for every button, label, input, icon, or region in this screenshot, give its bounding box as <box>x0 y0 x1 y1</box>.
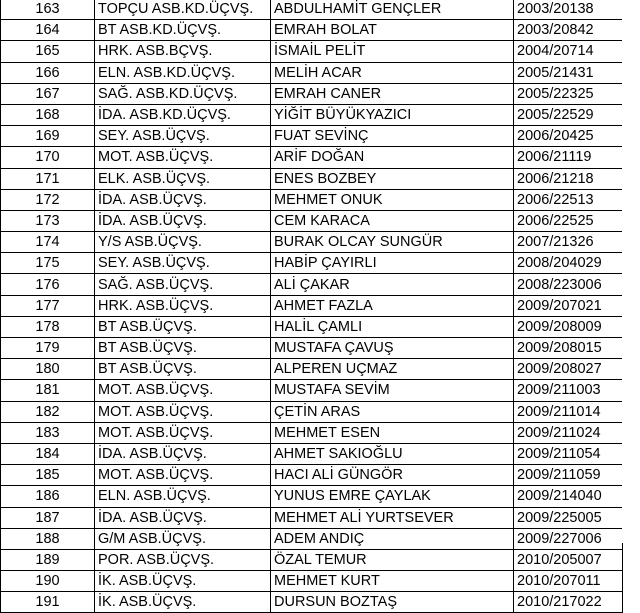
registry-number-cell: 2009/211003 <box>514 380 623 401</box>
registry-number-cell: 2009/211014 <box>514 401 623 422</box>
table-row <box>1 41 623 62</box>
unit-cell: Y/S ASB.ÜÇVŞ. <box>95 232 271 253</box>
table-row <box>1 189 623 210</box>
person-name-cell: MEHMET ESEN <box>271 422 514 443</box>
unit-cell: SAĞ. ASB.ÜÇVŞ. <box>95 274 271 295</box>
unit-cell: MOT. ASB.ÜÇVŞ. <box>95 401 271 422</box>
registry-number-cell: 2003/20138 <box>514 0 623 20</box>
person-name-cell: ÇETİN ARAS <box>271 401 514 422</box>
row-number-cell: 173 <box>1 210 95 231</box>
registry-number-cell: 2006/20425 <box>514 126 623 147</box>
person-name-cell: MEHMET KURT <box>271 571 514 592</box>
unit-cell: MOT. ASB.ÜÇVŞ. <box>95 380 271 401</box>
person-name-cell: MUSTAFA SEVİM <box>271 380 514 401</box>
person-name-cell: EMRAH BOLAT <box>271 20 514 41</box>
table-row <box>1 401 623 422</box>
registry-number-cell: 2009/207021 <box>514 295 623 316</box>
unit-cell: MOT. ASB.ÜÇVŞ. <box>95 465 271 486</box>
registry-number-cell: 2009/208015 <box>514 338 623 359</box>
registry-number-cell: 2010/217022 <box>514 592 623 613</box>
unit-cell: G/M ASB.ÜÇVŞ. <box>95 528 271 549</box>
table-row <box>1 359 623 380</box>
row-number-cell: 167 <box>1 83 95 104</box>
person-name-cell: MUSTAFA ÇAVUŞ <box>271 338 514 359</box>
table-row <box>1 380 623 401</box>
row-number-cell: 174 <box>1 232 95 253</box>
table-row <box>1 443 623 464</box>
person-name-cell: EMRAH CANER <box>271 83 514 104</box>
person-name-cell: DURSUN BOZTAŞ <box>271 592 514 613</box>
person-name-cell: ARİF DOĞAN <box>271 147 514 168</box>
person-name-cell: BURAK OLCAY SUNGÜR <box>271 232 514 253</box>
unit-cell: İDA. ASB.ÜÇVŞ. <box>95 210 271 231</box>
registry-number-cell: 2006/22525 <box>514 210 623 231</box>
person-name-cell: ALİ ÇAKAR <box>271 274 514 295</box>
row-number-cell: 188 <box>1 528 95 549</box>
table-row <box>1 507 623 528</box>
table-row <box>1 422 623 443</box>
row-number-cell: 169 <box>1 126 95 147</box>
registry-number-cell: 2009/211024 <box>514 422 623 443</box>
row-number-cell: 172 <box>1 189 95 210</box>
registry-number-cell: 2003/20842 <box>514 20 623 41</box>
registry-number-cell: 2008/204029 <box>514 253 623 274</box>
row-number-cell: 191 <box>1 592 95 613</box>
person-name-cell: CEM KARACA <box>271 210 514 231</box>
registry-number-cell: 2009/211059 <box>514 465 623 486</box>
registry-number-cell: 2004/20714 <box>514 41 623 62</box>
row-number-cell: 179 <box>1 338 95 359</box>
unit-cell: İDA. ASB.ÜÇVŞ. <box>95 189 271 210</box>
registry-number-cell: 2009/227006 <box>514 528 623 549</box>
registry-number-cell: 2010/207011 <box>514 571 623 592</box>
row-number-cell: 189 <box>1 549 95 570</box>
registry-number-cell: 2007/21326 <box>514 232 623 253</box>
registry-number-cell: 2006/22513 <box>514 189 623 210</box>
person-name-cell: AHMET SAKIOĞLU <box>271 443 514 464</box>
row-number-cell: 183 <box>1 422 95 443</box>
registry-number-cell: 2005/21431 <box>514 62 623 83</box>
table-row <box>1 83 623 104</box>
registry-number-cell: 2008/223006 <box>514 274 623 295</box>
unit-cell: HRK. ASB.ÜÇVŞ. <box>95 295 271 316</box>
person-name-cell: YİĞİT BÜYÜKYAZICI <box>271 104 514 125</box>
row-number-cell: 177 <box>1 295 95 316</box>
table-row <box>1 210 623 231</box>
table-row <box>1 104 623 125</box>
table-row <box>1 126 623 147</box>
registry-number-cell: 2006/21119 <box>514 147 623 168</box>
table-row <box>1 232 623 253</box>
person-name-cell: MEHMET ONUK <box>271 189 514 210</box>
table-row <box>1 316 623 337</box>
unit-cell: İDA. ASB.ÜÇVŞ. <box>95 443 271 464</box>
unit-cell: BT ASB.ÜÇVŞ. <box>95 359 271 380</box>
row-number-cell: 185 <box>1 465 95 486</box>
registry-number-cell: 2005/22529 <box>514 104 623 125</box>
registry-number-cell: 2009/208027 <box>514 359 623 380</box>
page-margin <box>622 0 640 543</box>
table-row <box>1 592 623 613</box>
row-number-cell: 163 <box>1 0 95 20</box>
table-row <box>1 338 623 359</box>
unit-cell: SEY. ASB.ÜÇVŞ. <box>95 253 271 274</box>
unit-cell: BT ASB.ÜÇVŞ. <box>95 338 271 359</box>
personnel-table-body <box>1 0 623 613</box>
row-number-cell: 164 <box>1 20 95 41</box>
row-number-cell: 175 <box>1 253 95 274</box>
registry-number-cell: 2010/205007 <box>514 549 623 570</box>
person-name-cell: HALİL ÇAMLI <box>271 316 514 337</box>
person-name-cell: ALPEREN UÇMAZ <box>271 359 514 380</box>
table-row <box>1 20 623 41</box>
person-name-cell: ENES BOZBEY <box>271 168 514 189</box>
table-row <box>1 465 623 486</box>
unit-cell: SEY. ASB.ÜÇVŞ. <box>95 126 271 147</box>
person-name-cell: AHMET FAZLA <box>271 295 514 316</box>
unit-cell: BT ASB.ÜÇVŞ. <box>95 316 271 337</box>
row-number-cell: 181 <box>1 380 95 401</box>
unit-cell: POR. ASB.ÜÇVŞ. <box>95 549 271 570</box>
table-row <box>1 168 623 189</box>
registry-number-cell: 2009/211054 <box>514 443 623 464</box>
registry-number-cell: 2006/21218 <box>514 168 623 189</box>
unit-cell: ELN. ASB.ÜÇVŞ. <box>95 486 271 507</box>
table-row <box>1 0 623 20</box>
unit-cell: BT ASB.KD.ÜÇVŞ. <box>95 20 271 41</box>
row-number-cell: 171 <box>1 168 95 189</box>
row-number-cell: 178 <box>1 316 95 337</box>
unit-cell: ELN. ASB.KD.ÜÇVŞ. <box>95 62 271 83</box>
table-row <box>1 528 623 549</box>
table-row <box>1 549 623 570</box>
person-name-cell: İSMAİL PELİT <box>271 41 514 62</box>
table-row <box>1 295 623 316</box>
table-row <box>1 147 623 168</box>
table-row <box>1 486 623 507</box>
row-number-cell: 168 <box>1 104 95 125</box>
person-name-cell: YUNUS EMRE ÇAYLAK <box>271 486 514 507</box>
unit-cell: İK. ASB.ÜÇVŞ. <box>95 592 271 613</box>
unit-cell: İDA. ASB.KD.ÜÇVŞ. <box>95 104 271 125</box>
person-name-cell: ABDULHAMİT GENÇLER <box>271 0 514 20</box>
row-number-cell: 170 <box>1 147 95 168</box>
person-name-cell: FUAT SEVİNÇ <box>271 126 514 147</box>
person-name-cell: HABİP ÇAYIRLI <box>271 253 514 274</box>
person-name-cell: ÖZAL TEMUR <box>271 549 514 570</box>
unit-cell: İDA. ASB.ÜÇVŞ. <box>95 507 271 528</box>
registry-number-cell: 2009/214040 <box>514 486 623 507</box>
unit-cell: SAĞ. ASB.KD.ÜÇVŞ. <box>95 83 271 104</box>
registry-number-cell: 2005/22325 <box>514 83 623 104</box>
person-name-cell: ADEM ANDIÇ <box>271 528 514 549</box>
person-name-cell: MEHMET ALİ YURTSEVER <box>271 507 514 528</box>
unit-cell: MOT. ASB.ÜÇVŞ. <box>95 147 271 168</box>
registry-number-cell: 2009/208009 <box>514 316 623 337</box>
unit-cell: TOPÇU ASB.KD.ÜÇVŞ. <box>95 0 271 20</box>
person-name-cell: HACI ALİ GÜNGÖR <box>271 465 514 486</box>
row-number-cell: 176 <box>1 274 95 295</box>
row-number-cell: 184 <box>1 443 95 464</box>
unit-cell: HRK. ASB.BÇVŞ. <box>95 41 271 62</box>
table-row <box>1 253 623 274</box>
row-number-cell: 187 <box>1 507 95 528</box>
table-row <box>1 571 623 592</box>
person-name-cell: MELİH ACAR <box>271 62 514 83</box>
row-number-cell: 190 <box>1 571 95 592</box>
row-number-cell: 182 <box>1 401 95 422</box>
row-number-cell: 186 <box>1 486 95 507</box>
table-row <box>1 274 623 295</box>
row-number-cell: 165 <box>1 41 95 62</box>
unit-cell: MOT. ASB.ÜÇVŞ. <box>95 422 271 443</box>
registry-number-cell: 2009/225005 <box>514 507 623 528</box>
unit-cell: İK. ASB.ÜÇVŞ. <box>95 571 271 592</box>
row-number-cell: 180 <box>1 359 95 380</box>
row-number-cell: 166 <box>1 62 95 83</box>
table-row <box>1 62 623 83</box>
unit-cell: ELK. ASB.ÜÇVŞ. <box>95 168 271 189</box>
